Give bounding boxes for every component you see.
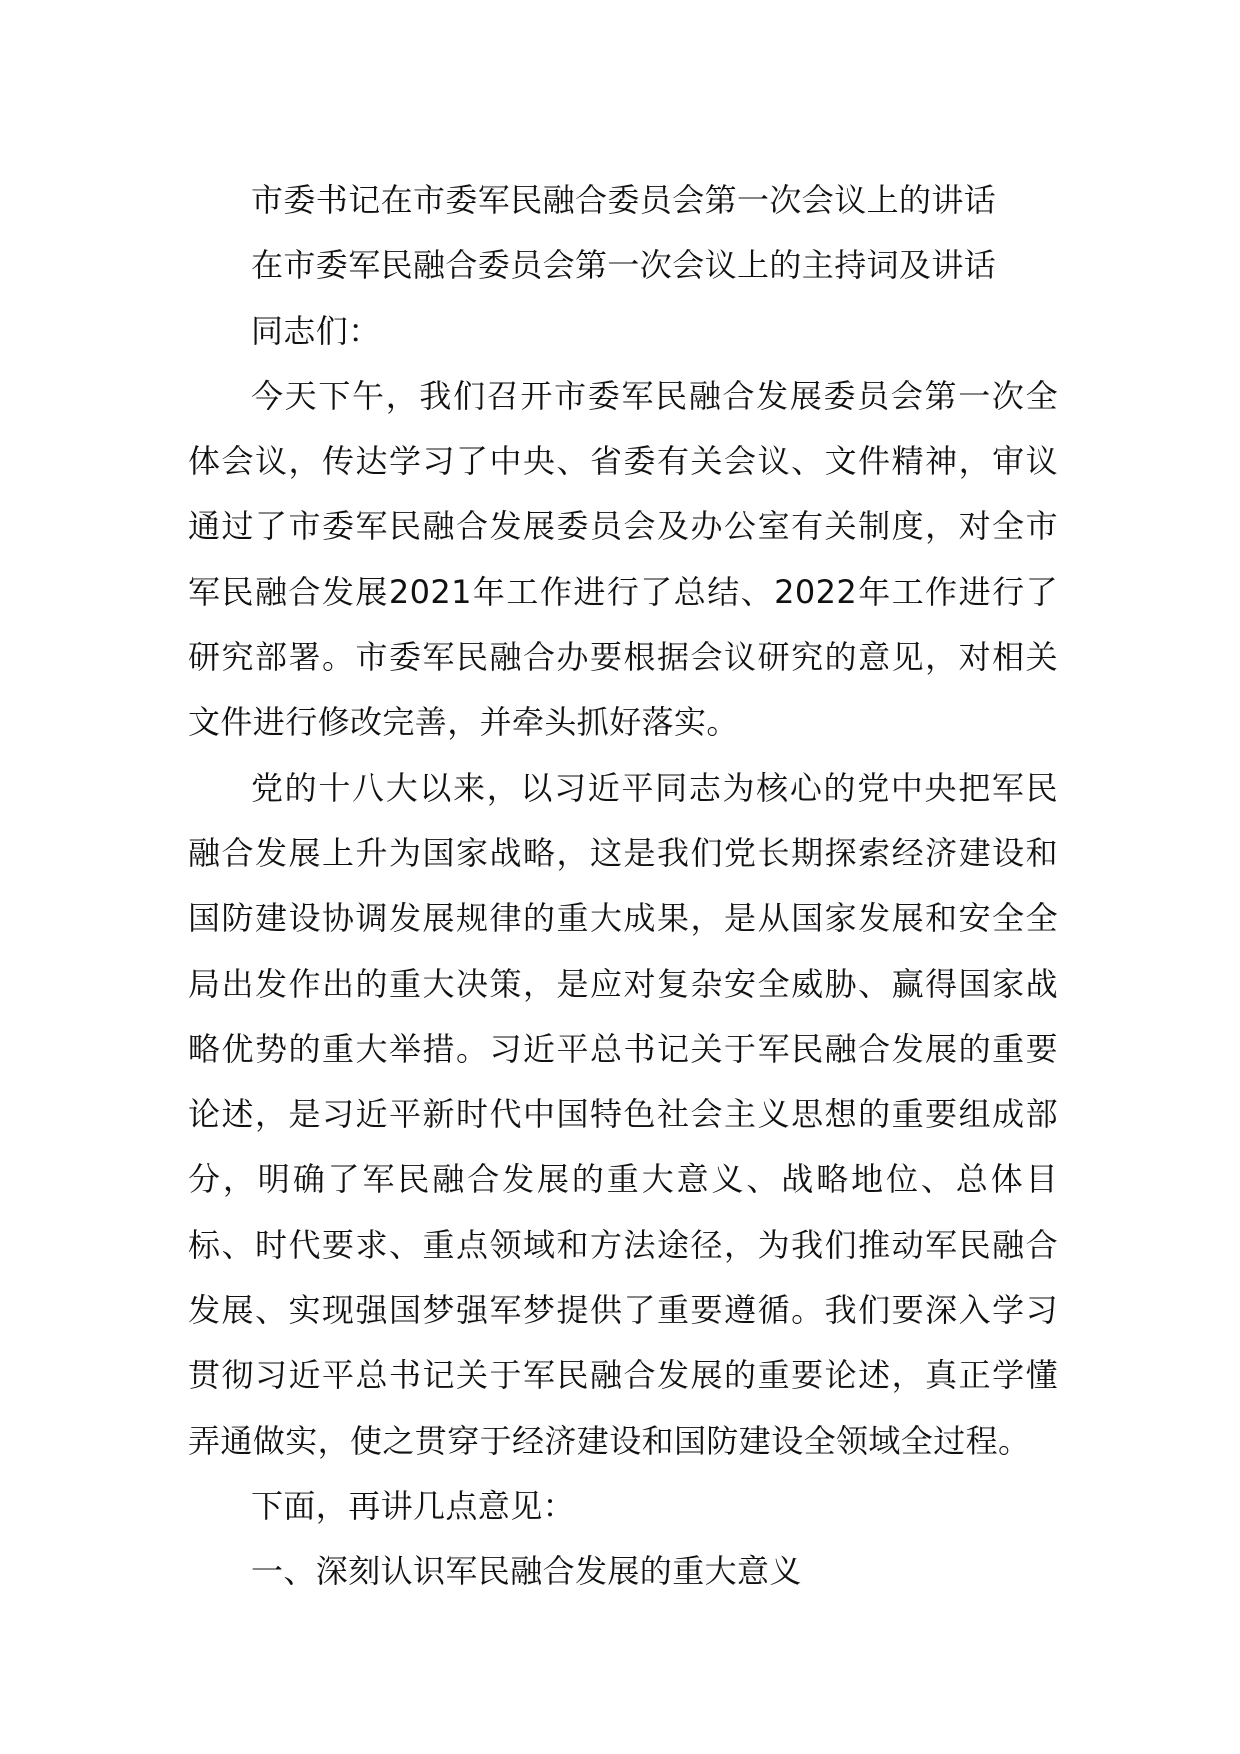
section-heading: 一、深刻认识军民融合发展的重大意义 bbox=[251, 1552, 802, 1591]
body-paragraph: 党的十八大以来，以习近平同志为核心的党中央把军民融合发展上升为国家战略，这是我们党长期探索经济建设和国防建设协调发展规律的重大成果，是从国家发展和安全全局出发作出的重大决策，是应对复杂安全威胁、赢得国家战略优势的重大举措。习近平总书记关于军民融合发展的重要论述，是习近平新时代中国特色社会主义思想的重要组成部分，明确了军民融合发展的重大意义、战略地位、总体目标、时代要求、重点领域和方法途径，为我们推动军民融合发展、实现强国梦强军梦提供了重要遵循。我们要深入学习贯彻习近平总书记关于军民融合发展的重要论述，真正学懂弄通做实，使之贯穿于经济建设和国防建设全领域全过程。 bbox=[188, 768, 1058, 1460]
body-paragraph: 下面，再讲几点意见： bbox=[251, 1486, 576, 1525]
document-subtitle: 在市委军民融合委员会第一次会议上的主持词及讲话 bbox=[251, 246, 997, 285]
body-paragraph: 今天下午，我们召开市委军民融合发展委员会第一次全体会议，传达学习了中央、省委有关会议、文件精神，审议通过了市委军民融合发展委员会及办公室有关制度，对全市军民融合发展2021年工作进行了总结、2022年工作进行了研究部署。市委军民融合办要根据会议研究的意见，对相关文件进行修改完善，并牵头抓好落实。 bbox=[188, 376, 1058, 742]
greeting: 同志们： bbox=[251, 311, 381, 350]
document-title: 市委书记在市委军民融合委员会第一次会议上的讲话 bbox=[251, 181, 997, 219]
document-body bbox=[188, 168, 1058, 1605]
